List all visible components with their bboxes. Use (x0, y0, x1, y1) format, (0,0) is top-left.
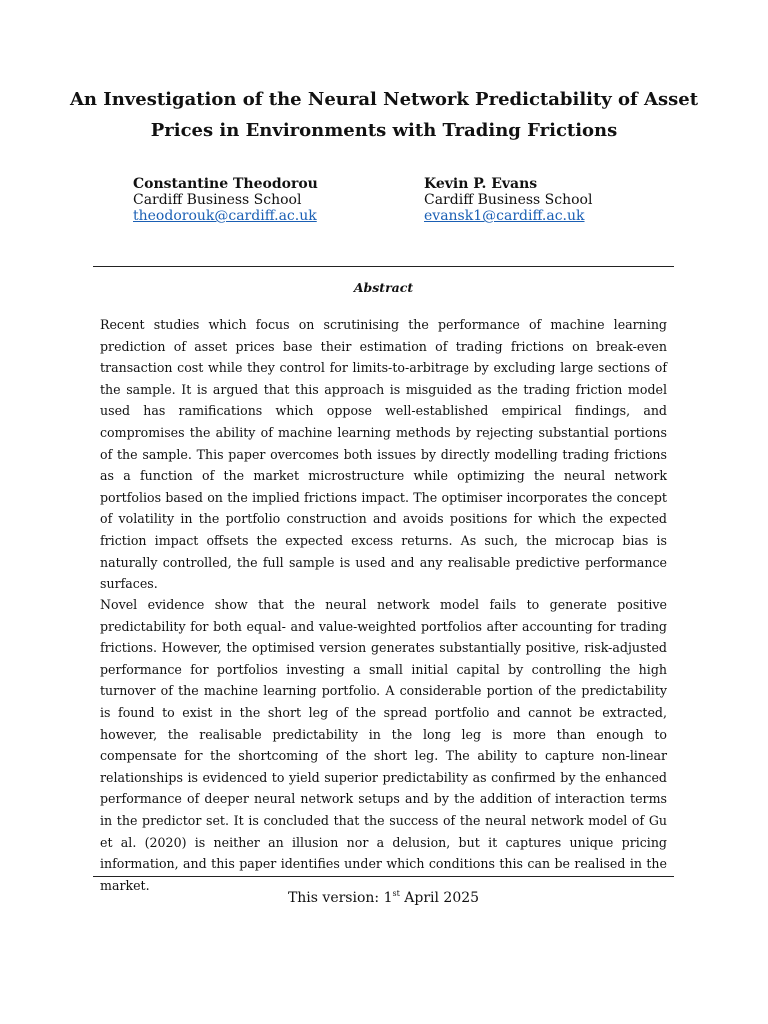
version-prefix: This version: 1 (287, 890, 393, 906)
author-email-link[interactable]: evansk1@cardiff.ac.uk (424, 208, 585, 224)
author-block-1 (133, 176, 318, 224)
divider-bottom (93, 876, 674, 877)
abstract-heading: Abstract (353, 280, 414, 295)
version-suffix: April 2025 (399, 890, 480, 906)
author-name: Kevin P. Evans (424, 176, 538, 192)
author-affiliation: Cardiff Business School (424, 192, 593, 208)
abstract-paragraph: Novel evidence show that the neural network model fails to generate positive predictability for both equal- and value-weighted portfolios after accounting for trading frictions. However, the optimised version generates substantially positive, risk-adjusted performance for portfolios investing a small initial capital by controlling the high turnover of the machine learning portfolio. A considerable portion of the predictability is found to exist in the short leg of the spread portfolio and cannot be extracted, however, the realisable predictability in the long leg is more than enough to compensate for the shortcoming of the short leg. The ability to capture non-linear relationships is evidenced to yield superior predictability as confirmed by the enhanced performance of deeper neural network setups and by the addition of interaction terms in the predictor set. It is concluded that the success of the neural network model of Gu et al. (2020) is neither an illusion nor a delusion, but it captures unique pricing information, and this paper identifies under which conditions this can be realised in the market. (100, 597, 667, 893)
author-affiliation: Cardiff Business School (133, 192, 302, 208)
author-name: Constantine Theodorou (133, 176, 318, 192)
divider-top (93, 266, 674, 267)
author-block-2 (424, 176, 592, 224)
version-line (93, 888, 674, 908)
paper-title: An Investigation of the Neural Network Predictability of Asset Prices in Environments with Trading Frictions (69, 89, 699, 141)
author-email-link[interactable]: theodorouk@cardiff.ac.uk (133, 208, 317, 224)
abstract-paragraph: Recent studies which focus on scrutinising the performance of machine learning prediction of asset prices base their estimation of trading frictions on break-even transaction cost while they control for limits-to-arbitrage by excluding large sections of the sample. It is argued that this approach is misguided as the trading friction model used has ramifications which oppose well-established empirical findings, and compromises the ability of machine learning methods by rejecting substantial portions of the sample. This paper overcomes both issues by directly modelling trading frictions as a function of the market microstructure while optimizing the neural network portfolios based on the implied frictions impact. The optimiser incorporates the concept of volatility in the portfolio construction and avoids positions for which the expected friction impact offsets the expected excess returns. As such, the microcap bias is naturally controlled, the full sample is used and any realisable predictive performance surfaces. (100, 317, 667, 592)
version-superscript: st (392, 889, 400, 898)
